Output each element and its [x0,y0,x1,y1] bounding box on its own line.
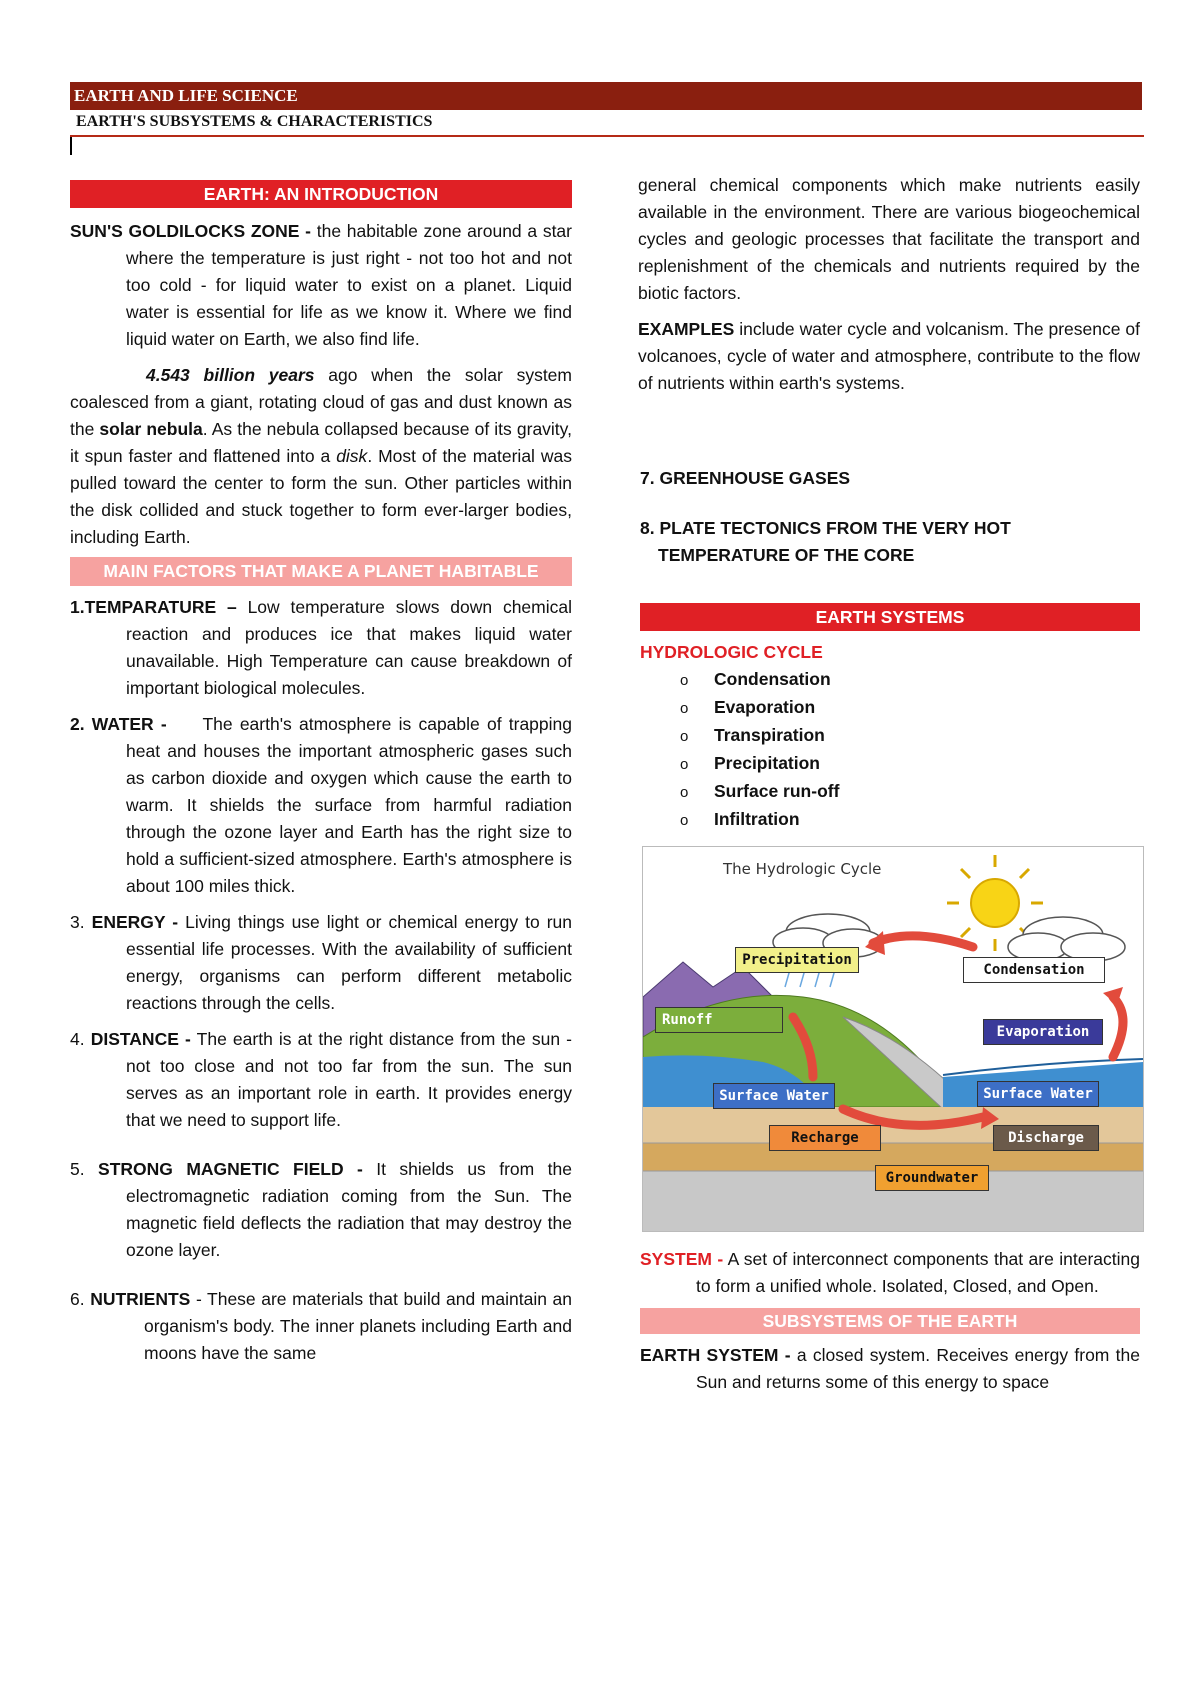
goldilocks-text: the habitable zone around a star where the temperature is just right - not too hot and not too cold - for liquid water to exist on a planet. Liquid water is essential for life as we know it. Where we find liquid water on Earth, we also find life. [126,221,572,349]
earth-systems-heading: EARTH SYSTEMS [640,603,1140,631]
goldilocks-term: SUN'S GOLDILOCKS ZONE - [70,221,312,241]
nebula-term: solar nebula [99,419,203,439]
factors-heading: MAIN FACTORS THAT MAKE A PLANET HABITABLE [70,557,572,586]
hydro-list [640,666,1140,834]
label-recharge: Recharge [769,1125,881,1151]
list-item: o Surface run-off [680,778,1140,806]
factor-3-text: Living things use light or chemical energy to run essential life processes. With the availability of sufficient energy, organisms can perform different metabolic reactions through the cells. [126,912,572,1013]
factor-6-text: - These are materials that build and maintain an organism's body. The inner planets including Earth and moons have the same [144,1289,572,1363]
age-text-3: . Most of the material was pulled toward the center to form the sun. Other particles within the disk collided and stuck together to form ever-larger bodies, including Earth. [70,446,572,547]
bullet-circle-icon: o [680,784,689,801]
earth-system-text: a closed system. Receives energy from the Sun and returns some of this energy to space [696,1345,1140,1392]
factor-4-term: DISTANCE - [90,1029,191,1049]
topic-title: EARTH'S SUBSYSTEMS & CHARACTERISTICS [76,113,433,130]
label-condensation: Condensation [963,957,1105,983]
header-tick-mark [70,137,72,155]
label-evaporation: Evaporation [983,1019,1103,1045]
factor-5-text: It shields us from the electromagnetic radiation coming from the Sun. The magnetic field deflects the radiation that may destroy the ozone layer. [126,1159,572,1260]
left-column [70,180,572,1367]
header-divider [70,135,1144,137]
factor-1-text: Low temperature slows down chemical reaction and produces ice that makes liquid water unavailable. High Temperature can cause breakdown of important biological molecules. [126,597,572,698]
list-item: o Evaporation [680,694,1140,722]
age-paragraph [70,362,572,551]
goldilocks-paragraph [70,218,572,353]
factor-3-term: ENERGY - [91,912,179,932]
bullet-circle-icon: o [680,812,689,829]
factor-5-num: 5. [70,1159,85,1179]
factor-6-num: 6. [70,1289,85,1309]
factor-1 [70,594,572,702]
examples-paragraph [638,316,1140,397]
earth-system-term: EARTH SYSTEM - [640,1345,791,1365]
subsystems-heading: SUBSYSTEMS OF THE EARTH [640,1308,1140,1334]
bullet-circle-icon: o [680,700,689,717]
list-item: o Precipitation [680,750,1140,778]
label-runoff: Runoff [655,1007,783,1033]
bullet-circle-icon: o [680,756,689,773]
intro-heading: EARTH: AN INTRODUCTION [70,180,572,208]
factor-5 [70,1156,572,1264]
bullet-circle-icon: o [680,672,689,689]
system-text: A set of interconnect components that are interacting to form a unified whole. Isolated, Closed, and Open. [696,1249,1140,1296]
bullet-circle-icon: o [680,728,689,745]
factor-2 [70,711,572,900]
label-surface-water-left: Surface Water [713,1083,835,1109]
factor-4-text: The earth is at the right distance from the sun - not too close and not too far from the sun. The sun serves as an important role in earth. It provides energy that we need to support life. [126,1029,572,1130]
factor-3-num: 3. [70,912,85,932]
factor-8: 8. PLATE TECTONICS FROM THE VERY HOT TEMPERATURE OF THE CORE [640,518,1011,565]
label-precipitation: Precipitation [735,947,859,973]
course-title: EARTH AND LIFE SCIENCE [74,86,298,105]
factor-2-term: 2. WATER - [70,714,167,734]
factor-4 [70,1026,572,1134]
examples-term: EXAMPLES [638,319,735,339]
system-paragraph [640,1246,1140,1300]
list-item: o Infiltration [680,806,1140,834]
factor-4-num: 4. [70,1029,85,1049]
course-title-bar [70,82,1142,110]
factor-2-text: The earth's atmosphere is capable of trapping heat and houses the important atmospheric gases such as carbon dioxide and oxygen which cause the earth to warm. It shields the surface from harmful radiation through the ozone layer and Earth has the right size to hold a sufficient-sized atmosphere. Earth's atmosphere is about 100 miles thick. [126,714,573,896]
label-groundwater: Groundwater [875,1165,989,1191]
factor-7: 7. GREENHOUSE GASES [640,468,851,488]
age-value: 4.543 billion years [146,365,315,385]
diagram-title: The Hydrologic Cycle [723,860,882,878]
right-column-lower [640,465,1140,1396]
system-term: SYSTEM - [640,1249,724,1269]
factor-6-term: NUTRIENTS [90,1289,191,1309]
hydro-heading: HYDROLOGIC CYCLE [640,642,823,662]
list-item: o Condensation [680,666,1140,694]
disk-term: disk [336,446,368,466]
label-surface-water-right: Surface Water [977,1081,1099,1107]
hydrologic-cycle-diagram [642,846,1144,1232]
earth-system-paragraph [640,1342,1140,1396]
list-item: o Transpiration [680,722,1140,750]
right-column [638,172,1140,397]
examples-text: include water cycle and volcanism. The presence of volcanoes, cycle of water and atmosphere, contribute to the flow of nutrients within earth's systems. [638,319,1140,393]
factor-1-term: 1.TEMPARATURE – [70,597,237,617]
age-text-1: ago when the solar system coalesced from a giant, rotating cloud of gas and dust known as the [70,365,572,439]
factor-6 [70,1286,572,1367]
age-text-2: . As the nebula collapsed because of its gravity, it spun faster and flattened into a [70,419,572,466]
factor-3 [70,909,572,1017]
factor-5-term: STRONG MAGNETIC FIELD - [98,1159,363,1179]
nutrients-continued: general chemical components which make nutrients easily available in the environment. There are various biogeochemical cycles and geologic processes that facilitate the transport and replenishment of the chemicals and nutrients required by the biotic factors. [638,175,1140,303]
label-discharge: Discharge [993,1125,1099,1151]
